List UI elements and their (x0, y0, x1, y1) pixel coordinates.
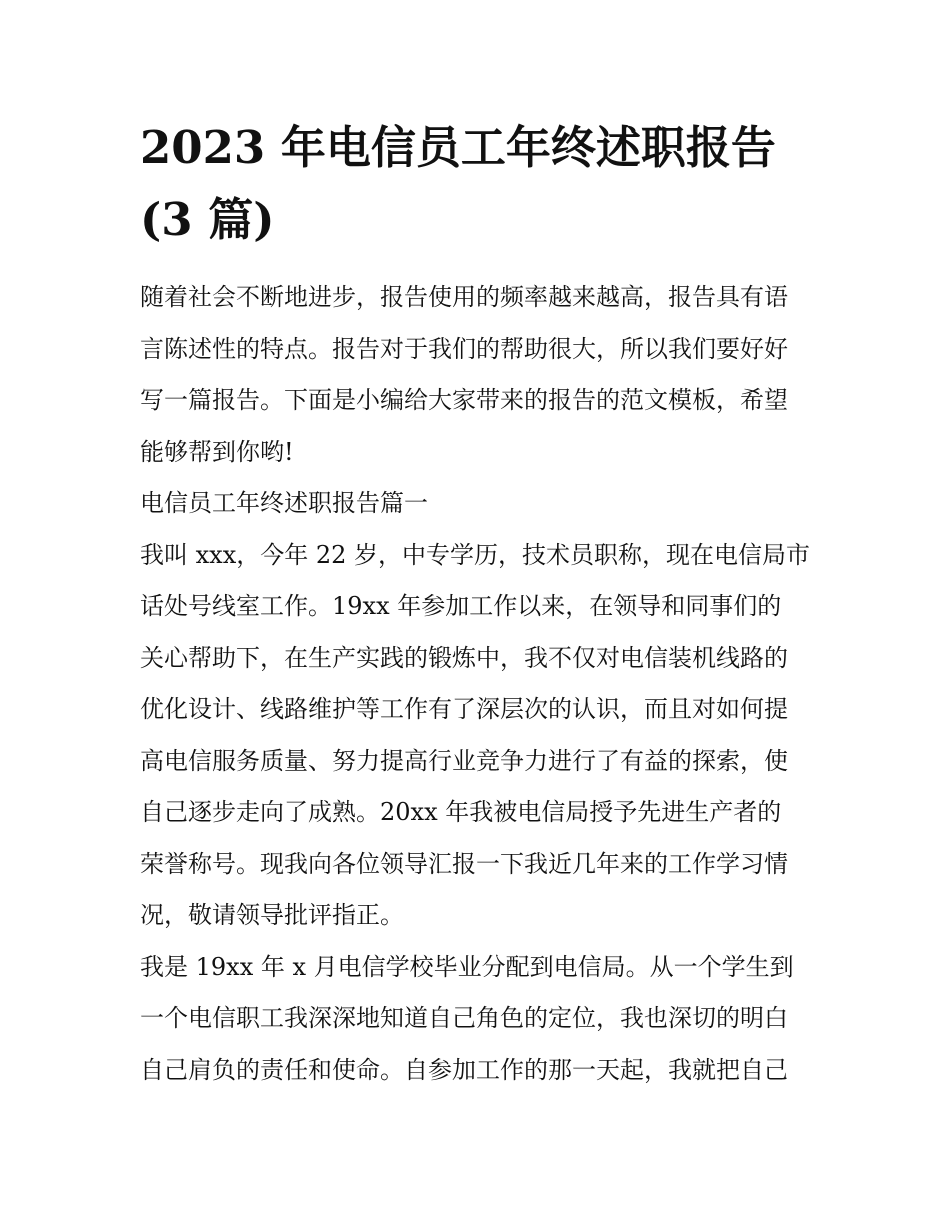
text-line: 一个电信职工我深深地知道自己角色的定位，我也深切的明白 (140, 1004, 788, 1032)
text-line: 电信员工年终述职报告篇一 (140, 489, 428, 517)
text-line: 我是 19xx 年 x 月电信学校毕业分配到电信局。从一个学生到 (140, 952, 794, 981)
text-line: 话处号线室工作。19xx 年参加工作以来，在领导和同事们的 (140, 592, 782, 620)
text-line: 优化设计、线路维护等工作有了深层次的认识，而且对如何提 (140, 695, 788, 723)
section-heading (140, 478, 812, 530)
body-paragraph (140, 942, 812, 1097)
text-line: 我叫 xxx，今年 22 岁，中专学历，技术员职称，现在电信局市 (140, 540, 811, 569)
text-line: 况，敬请领导批评指正。 (140, 901, 404, 929)
text-line: 随着社会不断地进步，报告使用的频率越来越高，报告具有语 (140, 283, 788, 311)
text-line: 言陈述性的特点。报告对于我们的帮助很大，所以我们要好好 (140, 334, 788, 363)
text-line: 写一篇报告。下面是小编给大家带来的报告的范文模板，希望 (140, 386, 788, 414)
text-line: 关心帮助下，在生产实践的锻炼中，我不仅对电信装机线路的 (140, 643, 788, 672)
text-line: 自己肩负的责任和使命。自参加工作的那一天起，我就把自己 (140, 1055, 788, 1084)
title-line: 2023 年电信员工年终述职报告 (140, 121, 776, 174)
title-line: (3 篇) (140, 193, 275, 246)
body-paragraph (140, 530, 812, 942)
text-line: 能够帮到你哟! (140, 437, 294, 466)
text-line: 自己逐步走向了成熟。20xx 年我被电信局授予先进生产者的 (140, 798, 782, 826)
intro-paragraph (140, 272, 812, 478)
text-line: 高电信服务质量、努力提高行业竞争力进行了有益的探索，使 (140, 746, 788, 775)
document-title (140, 112, 812, 256)
text-line: 荣誉称号。现我向各位领导汇报一下我近几年来的工作学习情 (140, 849, 788, 878)
document-page (140, 112, 812, 1096)
